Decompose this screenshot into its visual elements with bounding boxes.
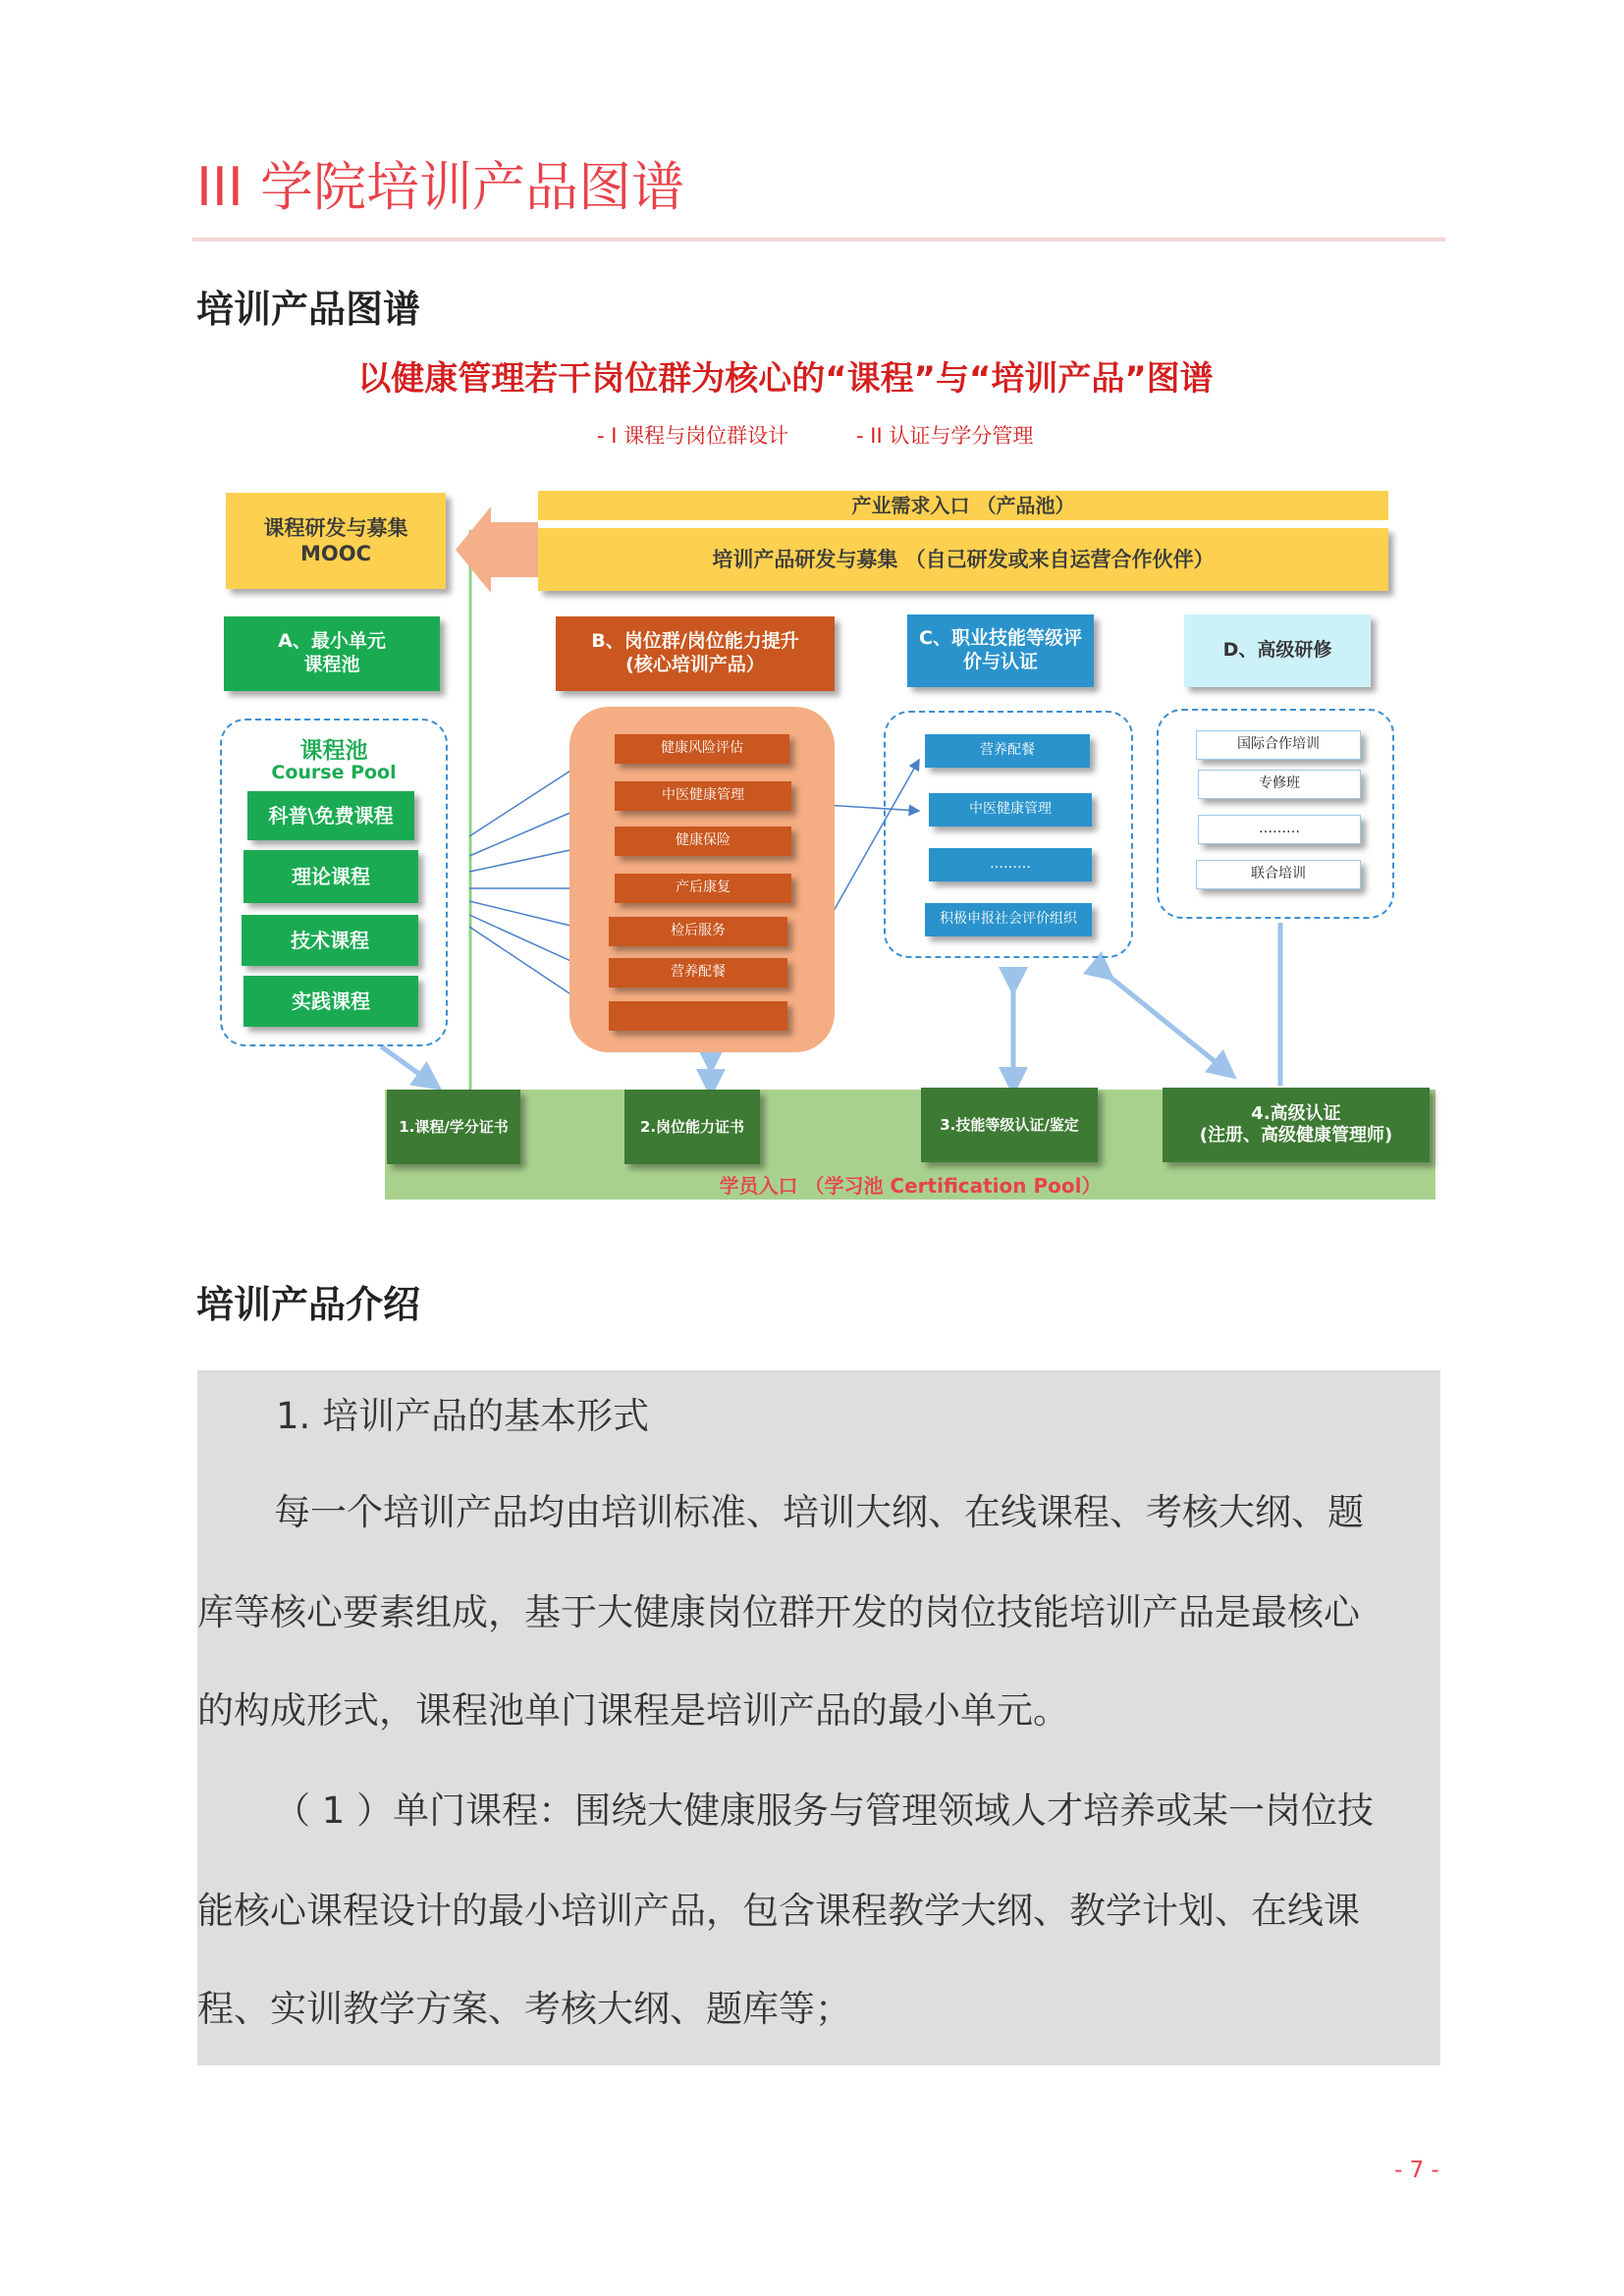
pool-item: 实践课程 xyxy=(244,976,418,1027)
d-item: 专修班 xyxy=(1198,770,1361,799)
mooc-box: 课程研发与募集 MOOC xyxy=(226,493,446,589)
paragraph-line: 库等核心要素组成，基于大健康岗位群开发的岗位技能培训产品是最核心 xyxy=(197,1591,1360,1633)
column-c-header: C、职业技能等级评 价与认证 xyxy=(907,614,1094,687)
paragraph-heading: 1. 培训产品的基本形式 xyxy=(276,1395,650,1437)
cert-2: 2.岗位能力证书 xyxy=(624,1090,760,1164)
b-item: 中医健康管理 xyxy=(615,781,791,811)
paragraph-line: 能核心课程设计的最小培训产品，包含课程教学大纲、教学计划、在线课 xyxy=(197,1890,1360,1932)
diagram-subtitle-1: - I 课程与岗位群设计 xyxy=(597,424,789,448)
d-item: 国际合作培训 xyxy=(1196,730,1361,760)
product-development-bar: 培训产品研发与募集 （自己研发或来自运营合作伙伴） xyxy=(538,528,1388,591)
c-item: ……… xyxy=(929,848,1092,881)
course-pool-title: 课程池 xyxy=(299,738,368,764)
c-item: 营养配餐 xyxy=(925,734,1090,768)
course-pool-subtitle: Course Pool xyxy=(271,762,397,783)
pool-item: 理论课程 xyxy=(244,850,418,903)
section-title: III 学院培训产品图谱 xyxy=(196,156,684,218)
paragraph-line: （ 1 ）单门课程：围绕大健康服务与管理领域人才培养或某一岗位技 xyxy=(274,1789,1375,1832)
c-item: 中医健康管理 xyxy=(929,793,1092,827)
paragraph-line: 每一个培训产品均由培训标准、培训大纲、在线课程、考核大纲、题 xyxy=(274,1491,1364,1533)
b-item: 检后服务 xyxy=(609,917,787,946)
cert-3: 3.技能等级认证/鉴定 xyxy=(921,1088,1098,1162)
heading-map: 培训产品图谱 xyxy=(196,288,421,331)
diagram-subtitle-2: - II 认证与学分管理 xyxy=(856,424,1034,448)
d-item: ……… xyxy=(1198,815,1361,844)
industry-demand-bar: 产业需求入口 （产品池） xyxy=(538,491,1388,520)
paragraph-line: 程、实训教学方案、考核大纲、题库等； xyxy=(197,1988,851,2030)
heading-intro: 培训产品介绍 xyxy=(196,1283,421,1326)
b-item: 健康保险 xyxy=(615,827,791,856)
student-entry-label: 学员入口 （学习池 Certification Pool） xyxy=(719,1173,1102,1198)
page-number: - 7 - xyxy=(1394,2158,1439,2183)
b-item: 健康风险评估 xyxy=(615,734,789,764)
column-a-header: A、最小单元 课程池 xyxy=(224,616,440,691)
left-arrow-to-mooc xyxy=(456,507,538,593)
b-item: 营养配餐 xyxy=(609,958,787,988)
diagram-title: 以健康管理若干岗位群为核心的“课程”与“培训产品”图谱 xyxy=(357,359,1214,399)
cert-1: 1.课程/学分证书 xyxy=(387,1090,520,1164)
b-item xyxy=(609,1001,787,1031)
d-item: 联合培训 xyxy=(1196,860,1361,889)
column-b-header: B、岗位群/岗位能力提升 (核心培训产品） xyxy=(556,616,835,691)
c-item: 积极申报社会评价组织 xyxy=(925,903,1092,936)
cert-4: 4.高级认证 (注册、高级健康管理师) xyxy=(1163,1088,1430,1162)
paragraph-line: 的构成形式，课程池单门课程是培训产品的最小单元。 xyxy=(197,1689,1069,1732)
pool-item: 技术课程 xyxy=(242,915,418,966)
pool-item: 科普\免费课程 xyxy=(247,791,414,840)
b-item: 产后康复 xyxy=(615,874,791,903)
column-d-header: D、高级研修 xyxy=(1184,614,1371,687)
